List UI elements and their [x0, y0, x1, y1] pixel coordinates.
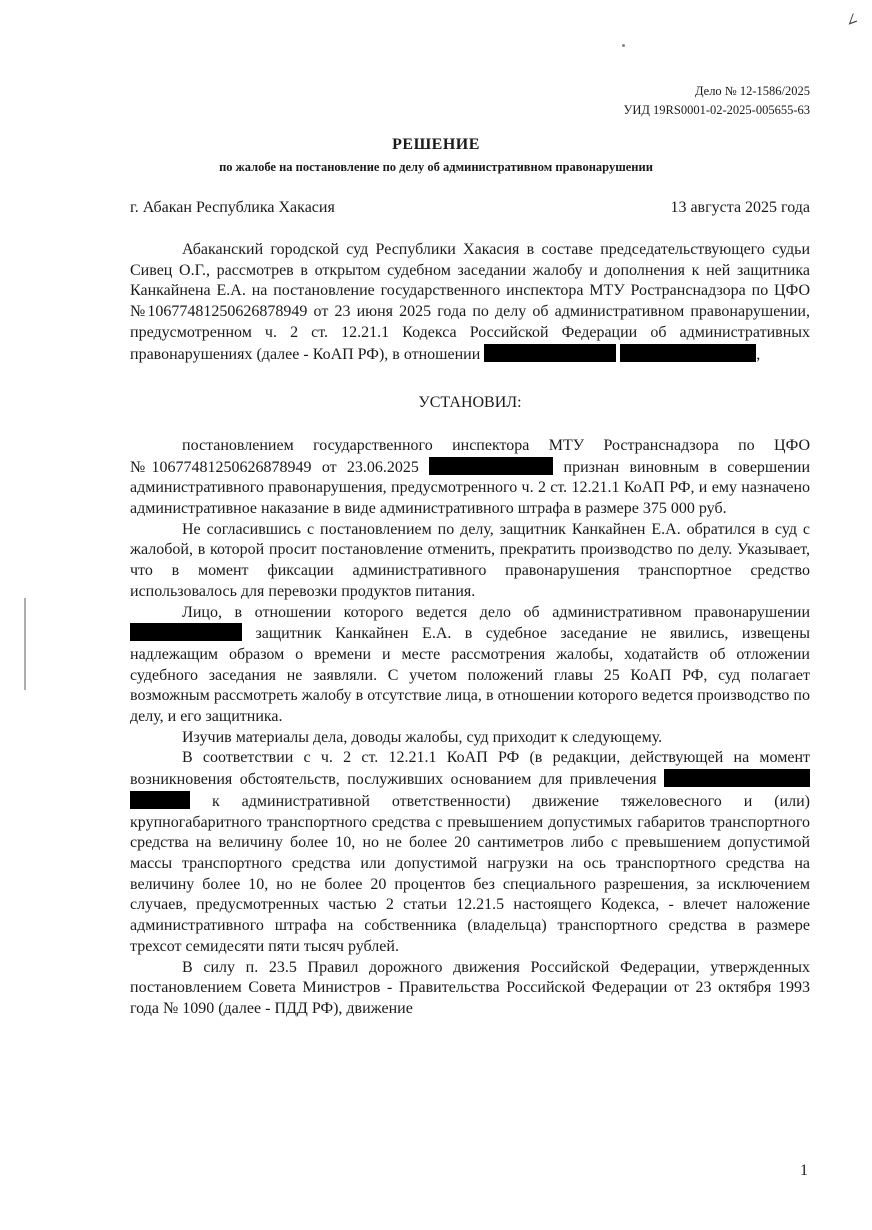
redaction-block	[484, 344, 616, 362]
redaction-block	[620, 344, 756, 362]
redaction-block	[429, 457, 553, 475]
scan-artifact	[24, 598, 26, 690]
case-number: Дело № 12-1586/2025	[694, 84, 810, 98]
paragraph-5	[130, 748, 810, 957]
redaction-block	[130, 623, 242, 641]
intro-text: Абаканский городской суд Республики Хакасия в составе председательствующего судьи Сивец О.Г., рассмотрев в открытом судебном заседании жалобу и дополнения к ней защитника Канкайнена Е.А. на постановление государственного инспектора МТУ Ространснадзора по ЦФО №10677481250626878949 от 23 июня 2025 года по делу об административном правонарушении, предусмотренном ч. 2 ст. 12.21.1 Кодекса Российской Федерации об административных правонарушениях (далее - КоАП РФ), в отношении	[130, 241, 810, 363]
section-heading: УСТАНОВИЛ:	[418, 394, 522, 412]
decision-date: 13 августа 2025 года	[670, 199, 810, 216]
paragraph-6: В силу п. 23.5 Правил дорожного движения Российской Федерации, утвержденных постановлением Совета Министров - Правительства Российской Федерации от 23 октября 1993 года № 1090 (далее - ПДД РФ), движение	[130, 958, 810, 1017]
paragraph-3-text-b: защитник Канкайнен Е.А. в судебное заседание не явились, извещены надлежащим образом о времени и месте рассмотрения жалобы, ходатайств об отложении судебного заседания не заявляли. С учетом положений главы 25 КоАП РФ, суд полагает возможным рассмотреть жалобу в отсутствие лица, в отношении которого ведется производство по делу, и его защитника.	[130, 625, 811, 726]
document-title: РЕШЕНИЕ	[392, 136, 480, 153]
intro-end: ,	[756, 345, 761, 363]
paragraph-5-text-b: к административной ответственности) движение тяжеловесного и (или) крупногабаритного транспортного средства с превышением допустимых габаритов транспортного средства на величину более 10, но не более 20 сантиметров либо с превышением допустимой массы транспортного средства или допустимой нагрузки на ось транспортного средства на величину более 10, но не более 20 процентов без специального разрешения, за исключением случаев, предусмотренных частью 2 статьи 12.21.5 настоящего Кодекса, - влечет наложение административного штрафа на собственника (владельца) транспортного средства в размере трехсот семидесяти пяти тысяч рублей.	[130, 792, 810, 955]
handwritten-mark: ∠	[842, 10, 861, 31]
page-number: 1	[800, 1162, 808, 1179]
paragraph-2: Не согласившись с постановлением по делу, защитник Канкайнен Е.А. обратился в суд с жалобой, в которой просит постановление отменить, прекратить производство по делу. Указывает, что в момент фиксации административного правонарушения транспортное средство использовалось для перевозки продуктов питания.	[130, 520, 810, 600]
paragraph-5-text-a: В соответствии с ч. 2 ст. 12.21.1 КоАП РФ (в редакции, действующей на момент возникновения обстоятельств, послуживших основанием для привлечения	[130, 749, 810, 789]
place: г. Абакан Республика Хакасия	[130, 199, 335, 216]
paragraph-1-text-a: постановлением государственного инспектора МТУ Ространснадзора по ЦФО №10677481250626878949 от 23.06.2025	[130, 436, 810, 476]
paragraph-1-text-b: признан виновным в совершении административного правонарушения, предусмотренного ч. 2 ст. 12.21.1 КоАП РФ, и ему назначено административное наказание в виде административного штрафа в размере 375 000 руб.	[130, 458, 811, 518]
case-uid: УИД 19RS0001-02-2025-005655-63	[623, 103, 810, 117]
paragraph-3-text-a: Лицо, в отношении которого ведется дело об административном правонарушении	[182, 603, 810, 621]
document-subtitle: по жалобе на постановление по делу об административном правонарушении	[219, 160, 653, 174]
paragraph-4: Изучив материалы дела, доводы жалобы, суд приходит к следующему.	[182, 728, 663, 746]
intro-paragraph	[130, 240, 810, 365]
place-date-line	[130, 199, 810, 217]
redaction-block	[130, 791, 190, 809]
case-meta	[624, 82, 810, 120]
paragraph-1	[130, 436, 810, 520]
paragraph-3	[130, 603, 810, 728]
scan-speck	[622, 44, 625, 47]
redaction-block	[664, 769, 810, 787]
document-body	[130, 240, 810, 1020]
